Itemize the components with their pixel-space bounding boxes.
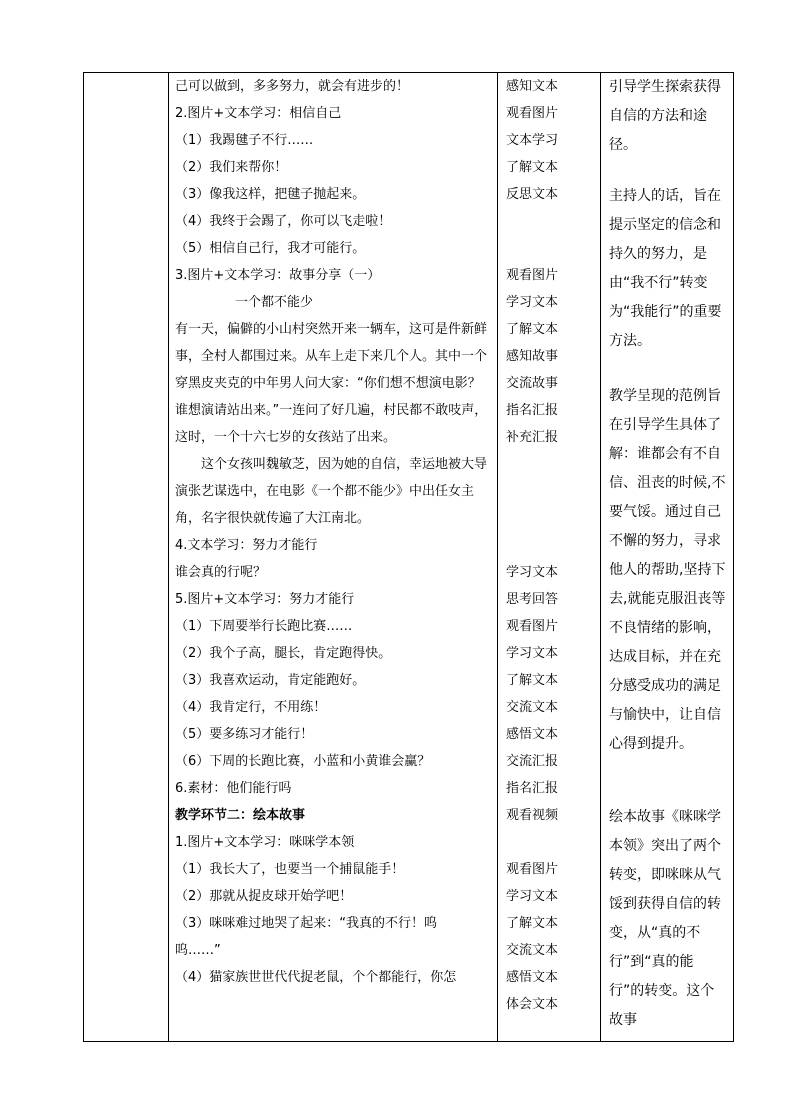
content-line: （1）下周要举行长跑比赛…… [175, 619, 353, 634]
activity-item: 了解文本 [506, 322, 559, 337]
content-line: （6）下周的长跑比赛，小蓝和小黄谁会赢？ [175, 754, 431, 769]
intent-paragraph: 绘本故事《咪咪学本领》突出了两个转变，即咪咪从气馁到获得自信的转变，从“真的不行”到“真的能行”的转变。这个故事 [609, 809, 721, 1028]
teaching-content-cell [169, 73, 498, 1042]
intent-paragraph: 主持人的话，旨在提示坚定的信念和持久的努力，是由“我不行”转变为“我能行”的重要方法。 [609, 188, 722, 349]
activity-item: 观看视频 [506, 808, 559, 823]
activity-item: 指名汇报 [506, 403, 559, 418]
content-line: （1）我踢毽子不行…… [175, 133, 314, 148]
content-heading: 3.图片+文本学习：故事分享（一） [175, 268, 381, 283]
section-heading: 教学环节二：绘本故事 [175, 808, 306, 823]
content-line: （3）咪咪难过地哭了起来：“我真的不行！呜 [175, 916, 438, 931]
content-line: （2）我个子高，腿长，肯定跑得快。 [175, 646, 392, 661]
content-line: 谁会真的行呢？ [175, 565, 267, 580]
activity-item: 交流文本 [506, 700, 559, 715]
content-line: （4）猫家族世世代代捉老鼠，个个都能行，你怎 [175, 970, 457, 985]
design-intent-cell [601, 73, 734, 1042]
activity-item: 文本学习 [506, 133, 559, 148]
content-line: （3）我喜欢运动，肯定能跑好。 [175, 673, 366, 688]
activity-item: 交流汇报 [506, 754, 559, 769]
lesson-plan-table [83, 72, 734, 1042]
activity-item: 观看图片 [506, 862, 559, 877]
story-paragraph: 这个女孩叫魏敏芝，因为她的自信，幸运地被大导演张艺谋选中，在电影《一个都不能少》中出任女主角，名字很快就传遍了大江南北。 [175, 457, 488, 526]
activity-item: 观看图片 [506, 619, 559, 634]
content-heading: 5.图片+文本学习：努力才能行 [175, 592, 355, 607]
story-title: 一个都不能少 [235, 295, 314, 310]
story-paragraph: 有一天，偏僻的小山村突然开来一辆车，这可是件新鲜事，全村人都围过来。从车上走下来几个人。其中一个穿黑皮夹克的中年男人问大家：“你们想不想演电影？谁想演请站出来。”一连问了好几遍，村民都不敢吱声，这时，一个十六七岁的女孩站了出来。 [175, 322, 488, 445]
content-line: （4）我肯定行，不用练！ [175, 700, 327, 715]
activity-item: 了解文本 [506, 673, 559, 688]
content-line: （1）我长大了，也要当一个捕鼠能手！ [175, 862, 405, 877]
table-row [84, 73, 734, 1042]
content-line: 呜……” [175, 943, 221, 958]
student-activity-cell [498, 73, 601, 1042]
intent-paragraph: 引导学生探索获得自信的方法和途径。 [609, 79, 721, 153]
content-heading: 2.图片+文本学习：相信自己 [175, 106, 342, 121]
activity-item: 感知故事 [506, 349, 559, 364]
activity-item: 感悟文本 [506, 970, 559, 985]
content-line: （2）那就从捉皮球开始学吧！ [175, 889, 353, 904]
activity-item: 学习文本 [506, 646, 559, 661]
design-intent-text [609, 73, 727, 1035]
activity-item: 指名汇报 [506, 781, 559, 796]
content-line: （5）要多练习才能行！ [175, 727, 314, 742]
activity-item: 反思文本 [506, 187, 559, 202]
story-text [175, 316, 493, 532]
content-line: 己可以做到，多多努力，就会有进步的！ [175, 79, 410, 94]
activity-item: 交流文本 [506, 943, 559, 958]
activity-item: 了解文本 [506, 916, 559, 931]
content-heading: 4.文本学习：努力才能行 [175, 538, 318, 553]
activity-item: 学习文本 [506, 889, 559, 904]
activity-item: 补充汇报 [506, 430, 559, 445]
content-line: （2）我们来帮你！ [175, 160, 288, 175]
activity-item: 体会文本 [506, 997, 559, 1012]
activity-item: 感知文本 [506, 79, 559, 94]
activity-item: 交流故事 [506, 376, 559, 391]
activity-item: 学习文本 [506, 295, 559, 310]
content-line: （5）相信自己行，我才可能行。 [175, 241, 366, 256]
intent-paragraph: 教学呈现的范例旨在引导学生具体了解：谁都会有不自信、沮丧的时候,不要气馁。通过自己不懈的努力，寻求他人的帮助,坚持下去,就能克服沮丧等不良情绪的影响，达成目标，并在充分感受成功的满足与愉快中，让自信心得到提升。 [609, 388, 726, 752]
content-heading: 6.素材：他们能行吗 [175, 781, 292, 796]
activity-item: 观看图片 [506, 106, 559, 121]
content-line: （3）像我这样，把毽子抛起来。 [175, 187, 366, 202]
activity-item: 感悟文本 [506, 727, 559, 742]
content-heading: 1.图片+文本学习：咪咪学本领 [175, 835, 355, 850]
empty-column-cell [84, 73, 169, 1042]
activity-item: 了解文本 [506, 160, 559, 175]
content-line: （4）我终于会踢了，你可以飞走啦！ [175, 214, 392, 229]
activity-item: 思考回答 [506, 592, 559, 607]
activity-item: 观看图片 [506, 268, 559, 283]
activity-item: 学习文本 [506, 565, 559, 580]
